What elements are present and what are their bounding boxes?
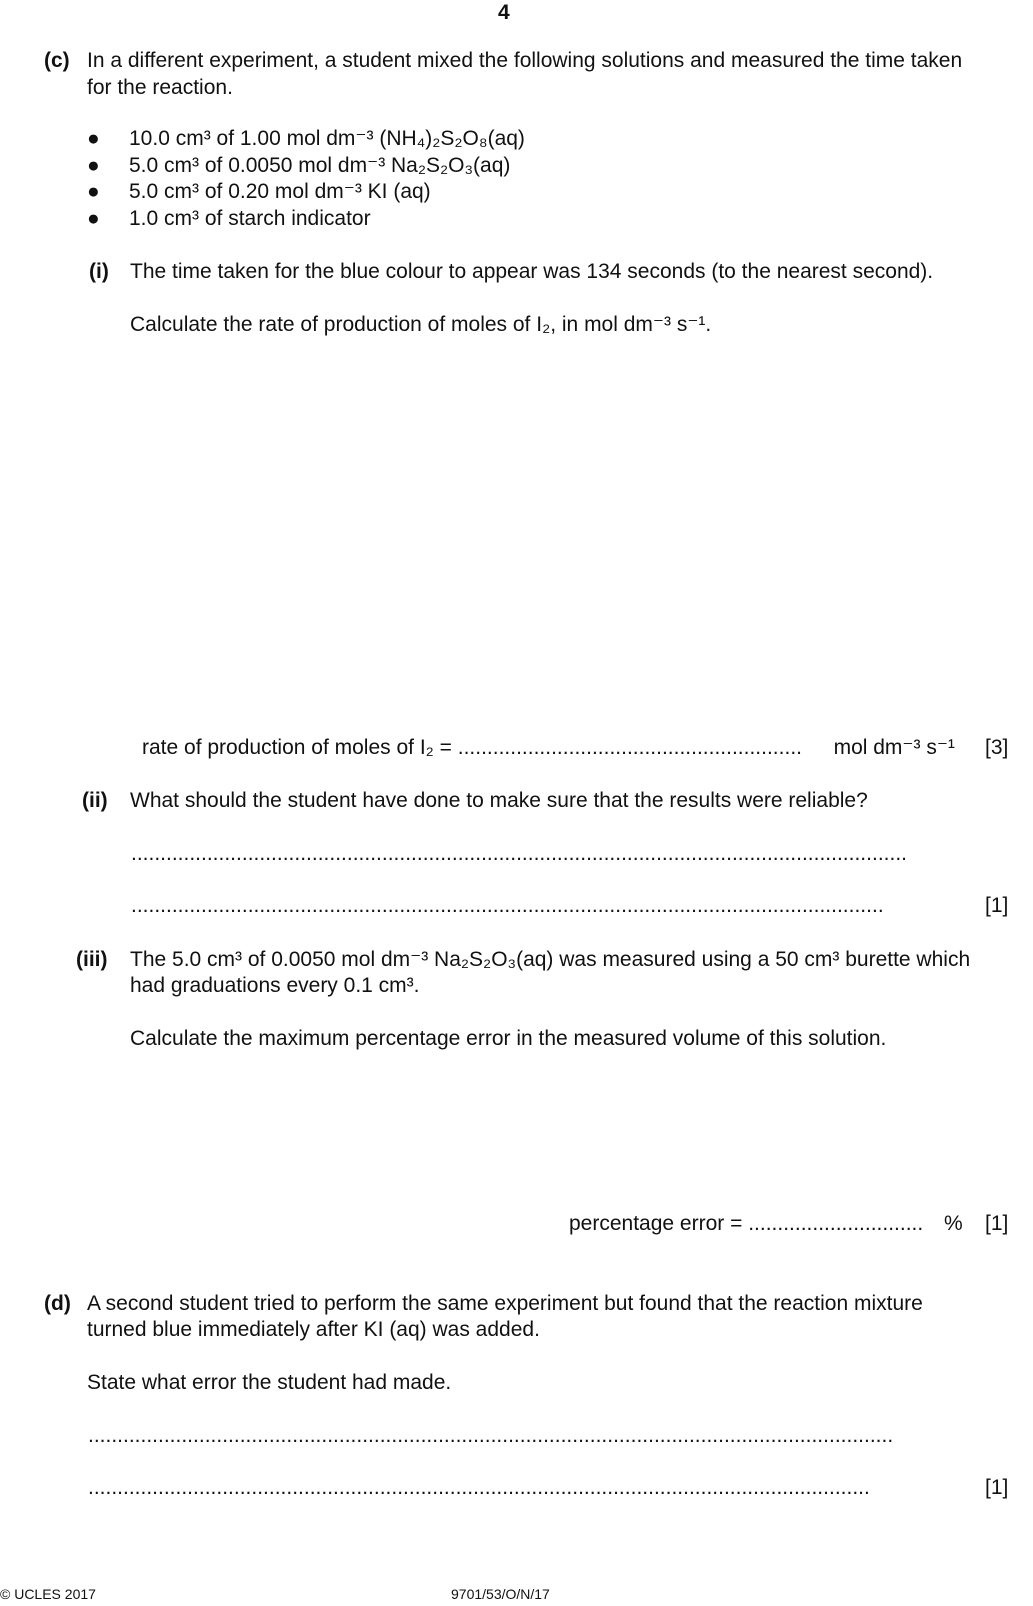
bullet-text: 5.0 cm³ of 0.0050 mol dm⁻³ Na₂S₂O₃(aq) xyxy=(129,154,511,177)
answer-prefix: percentage error = xyxy=(569,1212,749,1235)
sub-ii-answer-line1: ..................................................................................................................................... xyxy=(131,842,907,865)
sub-i-text2: Calculate the rate of production of moles of I₂, in mol dm⁻³ s⁻¹. xyxy=(130,313,712,336)
part-c-intro-line2: for the reaction. xyxy=(87,76,233,99)
footer-code: 9701/53/O/N/17 xyxy=(451,1586,550,1602)
bullet-text: 10.0 cm³ of 1.00 mol dm⁻³ (NH₄)₂S₂O₈(aq) xyxy=(129,127,525,150)
answer-unit: mol dm⁻³ s⁻¹ xyxy=(827,736,955,759)
part-d-answer-line2: ...................................................................................................................................... xyxy=(88,1476,870,1499)
part-c-label: (c) xyxy=(44,49,70,72)
sub-ii-marks: [1] xyxy=(985,894,1009,917)
answer-prefix: rate of production of moles of I₂ = xyxy=(142,736,458,759)
sub-ii-text: What should the student have done to make sure that the results were reliable? xyxy=(130,789,868,812)
sub-ii-answer-line2: ................................................................................................................................. xyxy=(131,894,884,917)
sub-i-text1: The time taken for the blue colour to appear was 134 seconds (to the nearest second). xyxy=(130,260,934,283)
bullet-item xyxy=(87,206,371,231)
part-d-label: (d) xyxy=(44,1292,71,1315)
bullet-icon: ● xyxy=(87,127,100,150)
sub-i-label: (i) xyxy=(89,260,109,283)
bullet-text: 1.0 cm³ of starch indicator xyxy=(129,207,371,230)
sub-iii-answer-line xyxy=(569,1211,963,1236)
part-d-text1: A second student tried to perform the same experiment but found that the reaction mixture xyxy=(87,1292,923,1315)
sub-iii-text3: Calculate the maximum percentage error in the measured volume of this solution. xyxy=(130,1027,887,1050)
footer-copyright: © UCLES 2017 xyxy=(0,1586,96,1602)
answer-dots: .............................. xyxy=(748,1212,924,1235)
sub-i-answer-line xyxy=(142,735,955,760)
sub-iii-text2: had graduations every 0.1 cm³. xyxy=(130,974,420,997)
part-d-text3: State what error the student had made. xyxy=(87,1371,452,1394)
bullet-item xyxy=(87,126,525,151)
answer-dots: ........................................................... xyxy=(457,736,802,759)
sub-i-marks: [3] xyxy=(985,736,1009,759)
sub-iii-marks: [1] xyxy=(985,1212,1009,1235)
bullet-icon: ● xyxy=(87,154,100,177)
sub-ii-label: (ii) xyxy=(82,789,108,812)
sub-iii-label: (iii) xyxy=(76,948,108,971)
bullet-item xyxy=(87,153,510,178)
part-d-text2: turned blue immediately after KI (aq) was added. xyxy=(87,1318,540,1341)
part-d-marks: [1] xyxy=(985,1476,1009,1499)
part-d-answer-line1: .......................................................................................................................................... xyxy=(88,1424,894,1447)
bullet-icon: ● xyxy=(87,180,100,203)
sub-iii-text1: The 5.0 cm³ of 0.0050 mol dm⁻³ Na₂S₂O₃(aq) was measured using a 50 cm³ burette which xyxy=(130,948,971,971)
answer-unit: % xyxy=(938,1212,963,1235)
bullet-text: 5.0 cm³ of 0.20 mol dm⁻³ KI (aq) xyxy=(129,180,431,203)
bullet-icon: ● xyxy=(87,207,100,230)
part-c-intro-line1: In a different experiment, a student mixed the following solutions and measured the time taken xyxy=(87,49,963,72)
page-number: 4 xyxy=(498,1,510,24)
bullet-item xyxy=(87,179,431,204)
